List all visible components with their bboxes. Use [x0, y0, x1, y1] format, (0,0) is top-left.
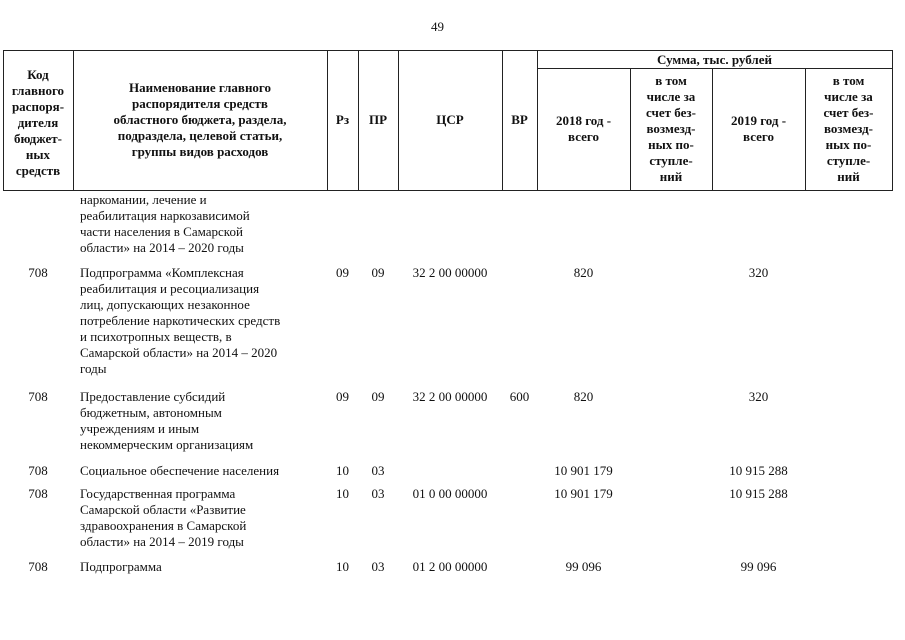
header-vr: ВР — [511, 112, 528, 127]
header-code: Код главного распоря- дителя бюджет- ных средств — [11, 67, 65, 178]
row-rz: 10 — [336, 486, 349, 501]
row-pr: 09 — [371, 265, 385, 280]
page-number: 49 — [431, 19, 444, 34]
row-rz: 10 — [336, 559, 349, 574]
row-name: Подпрограмма — [80, 559, 162, 574]
row-pr: 03 — [371, 486, 385, 501]
row-code: 708 — [28, 559, 48, 574]
header-csr: ЦСР — [436, 112, 464, 127]
header-name: Наименование главного распорядителя средств областного бюджета, раздела, подраздела, целевой статьи, группы видов расходов — [113, 80, 287, 159]
row-pr: 03 — [371, 463, 385, 478]
row-sum-2019: 320 — [748, 265, 769, 280]
row-csr: 32 2 00 00000 — [412, 265, 488, 280]
header-sum: Сумма, тыс. рублей — [657, 52, 772, 67]
header-rz: Рз — [335, 112, 350, 127]
row-rz: 10 — [336, 463, 349, 478]
row-csr: 32 2 00 00000 — [412, 389, 488, 404]
header-2019-total: 2019 год - всего — [730, 113, 787, 144]
row-code: 708 — [28, 389, 48, 404]
header-bottom-border — [3, 190, 893, 191]
row-code: 708 — [28, 463, 48, 478]
row-csr: 01 0 00 00000 — [412, 486, 488, 501]
row-name: Подпрограмма «Комплексная реабилитация и ресоциализация лиц, допускающих незаконное потребление наркотических средств и психотропных веществ, в Самарской области» на 2014 – 2020 годы — [80, 265, 281, 376]
row-name: Социальное обеспечение населения — [80, 463, 280, 478]
row-sum-2018: 10 901 179 — [554, 486, 613, 501]
row-sum-2019: 320 — [748, 389, 769, 404]
row-name: Государственная программа Самарской области «Развитие здравоохранения в Самарской области» на 2014 – 2019 годы — [80, 486, 247, 549]
row-pr: 09 — [371, 389, 385, 404]
row-sum-2019: 10 915 288 — [729, 486, 788, 501]
row-csr: 01 2 00 00000 — [412, 559, 488, 574]
row-sum-2019: 99 096 — [740, 559, 777, 574]
header-2018-incl: в том числе за счет без- возмезд- ных по- ступле- ний — [646, 73, 696, 184]
row-code: 708 — [28, 486, 48, 501]
row-vr: 600 — [509, 389, 530, 404]
row-pr: 03 — [371, 559, 385, 574]
row-code: 708 — [28, 265, 48, 280]
row-name: Предоставление субсидий бюджетным, автономным учреждениям и иным некоммерческим организациям — [80, 389, 254, 452]
col-border-10 — [892, 50, 893, 191]
row-sum-2018: 820 — [573, 389, 594, 404]
row-sum-2018: 10 901 179 — [554, 463, 613, 478]
row-name: наркомании, лечение и реабилитация наркозависимой части населения в Самарской области» на 2014 – 2020 годы — [80, 192, 250, 255]
header-2018-total: 2018 год - всего — [555, 113, 612, 144]
header-2019-incl: в том числе за счет без- возмезд- ных по- ступле- ний — [823, 73, 874, 184]
row-sum-2018: 820 — [573, 265, 594, 280]
row-sum-2018: 99 096 — [565, 559, 602, 574]
row-sum-2019: 10 915 288 — [729, 463, 788, 478]
header-pr: ПР — [368, 112, 388, 127]
row-rz: 09 — [336, 265, 349, 280]
row-rz: 09 — [336, 389, 349, 404]
